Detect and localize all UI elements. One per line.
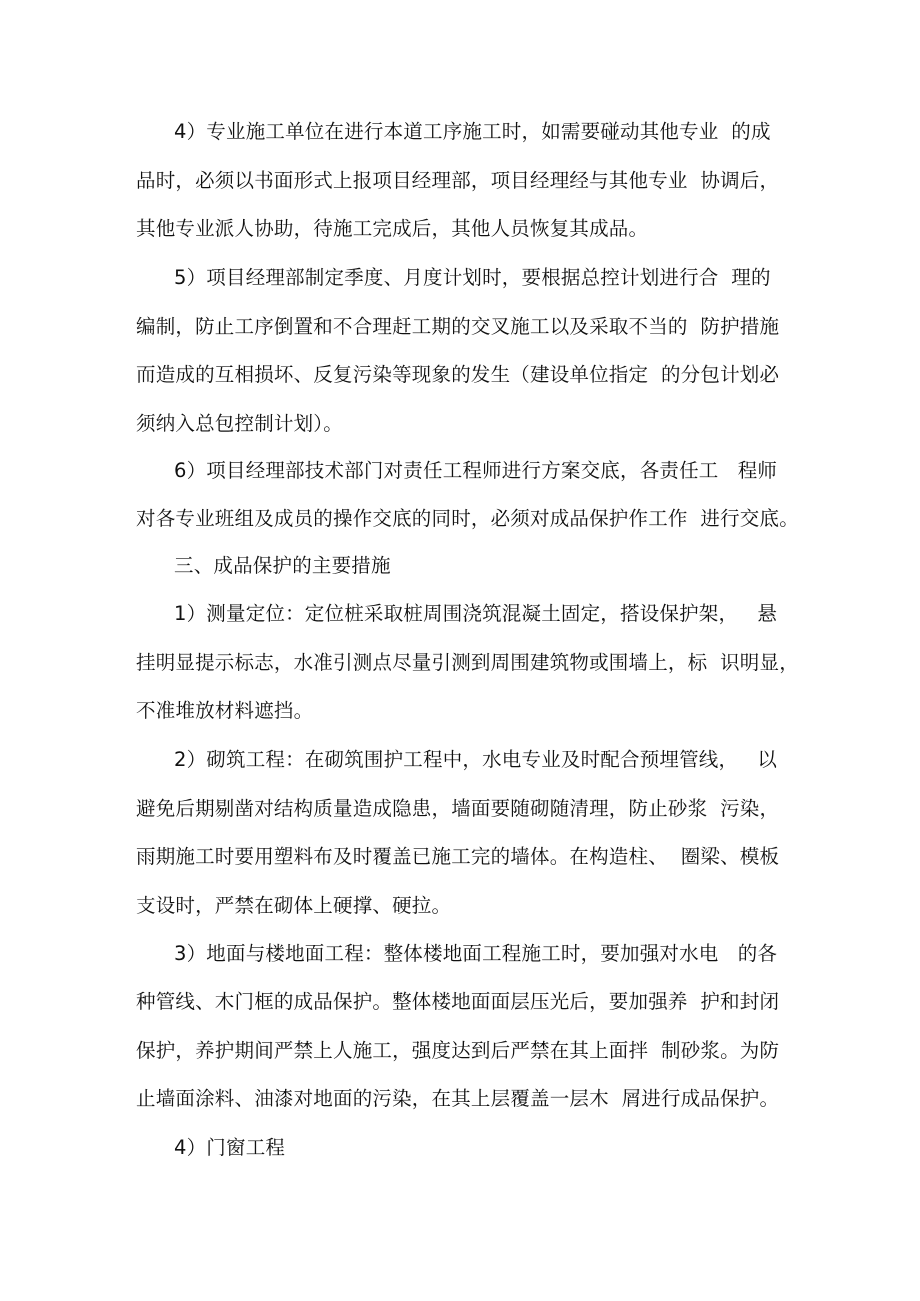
- paragraph-line: 挂明显提示标志，水准引测点尽量引测到周围建筑物或围墙上，标 识明显，: [136, 651, 799, 674]
- section-heading: 三、成品保护的主要措施: [174, 554, 391, 577]
- paragraph-line: 雨期施工时要用塑料布及时覆盖已施工完的墙体。在构造柱、 圈梁、模板: [136, 845, 780, 868]
- paragraph-line: 而造成的互相损坏、反复污染等现象的发生（建设单位指定 的分包计划必: [136, 363, 780, 386]
- paragraph-line: 3）地面与楼地面工程：整体楼地面工程施工时，要加强对水电 的各: [174, 942, 778, 965]
- paragraph-line: 须纳入总包控制计划）。: [136, 412, 343, 435]
- paragraph-line: 编制，防止工序倒置和不合理赶工期的交叉施工以及采取不当的 防护措施: [136, 315, 780, 338]
- paragraph-line: 避免后期剔凿对结构质量造成隐患，墙面要随砌随清理，防止砂浆 污染，: [136, 797, 780, 820]
- paragraph-line: 其他专业派人协助，待施工完成后，其他人员恢复其成品。: [136, 217, 649, 240]
- paragraph-line: 5）项目经理部制定季度、月度计划时，要根据总控计划进行合 理的: [174, 266, 771, 289]
- paragraph-line: 对各专业班组及成员的操作交底的同时，必须对成品保护作工作 进行交底。: [136, 507, 799, 530]
- paragraph-line: 保护，养护期间严禁上人施工，强度达到后严禁在其上面拌 制砂浆。为防: [136, 1039, 780, 1062]
- paragraph-line: 种管线、木门框的成品保护。整体楼地面面层压光后，要加强养 护和封闭: [136, 990, 780, 1013]
- paragraph-line: 4）专业施工单位在进行本道工序施工时，如需要碰动其他专业 的成: [174, 120, 771, 143]
- paragraph-line: 6）项目经理部技术部门对责任工程师进行方案交底，各责任工 程师: [174, 459, 778, 482]
- paragraph-line: 支设时，严禁在砌体上硬撑、硬拉。: [136, 894, 452, 917]
- paragraph-line: 2）砌筑工程：在砌筑围护工程中，水电专业及时配合预埋管线， 以: [174, 748, 778, 771]
- paragraph-line: 4）门窗工程: [174, 1136, 286, 1159]
- paragraph-line: 不准堆放材料遮挡。: [136, 699, 314, 722]
- paragraph-line: 1）测量定位：定位桩采取桩周围浇筑混凝土固定，搭设保护架， 悬: [174, 602, 778, 625]
- paragraph-line: 品时，必须以书面形式上报项目经理部，项目经理经与其他专业 协调后，: [136, 169, 780, 192]
- paragraph-line: 止墙面涂料、油漆对地面的污染，在其上层覆盖一层木 屑进行成品保护。: [136, 1087, 780, 1110]
